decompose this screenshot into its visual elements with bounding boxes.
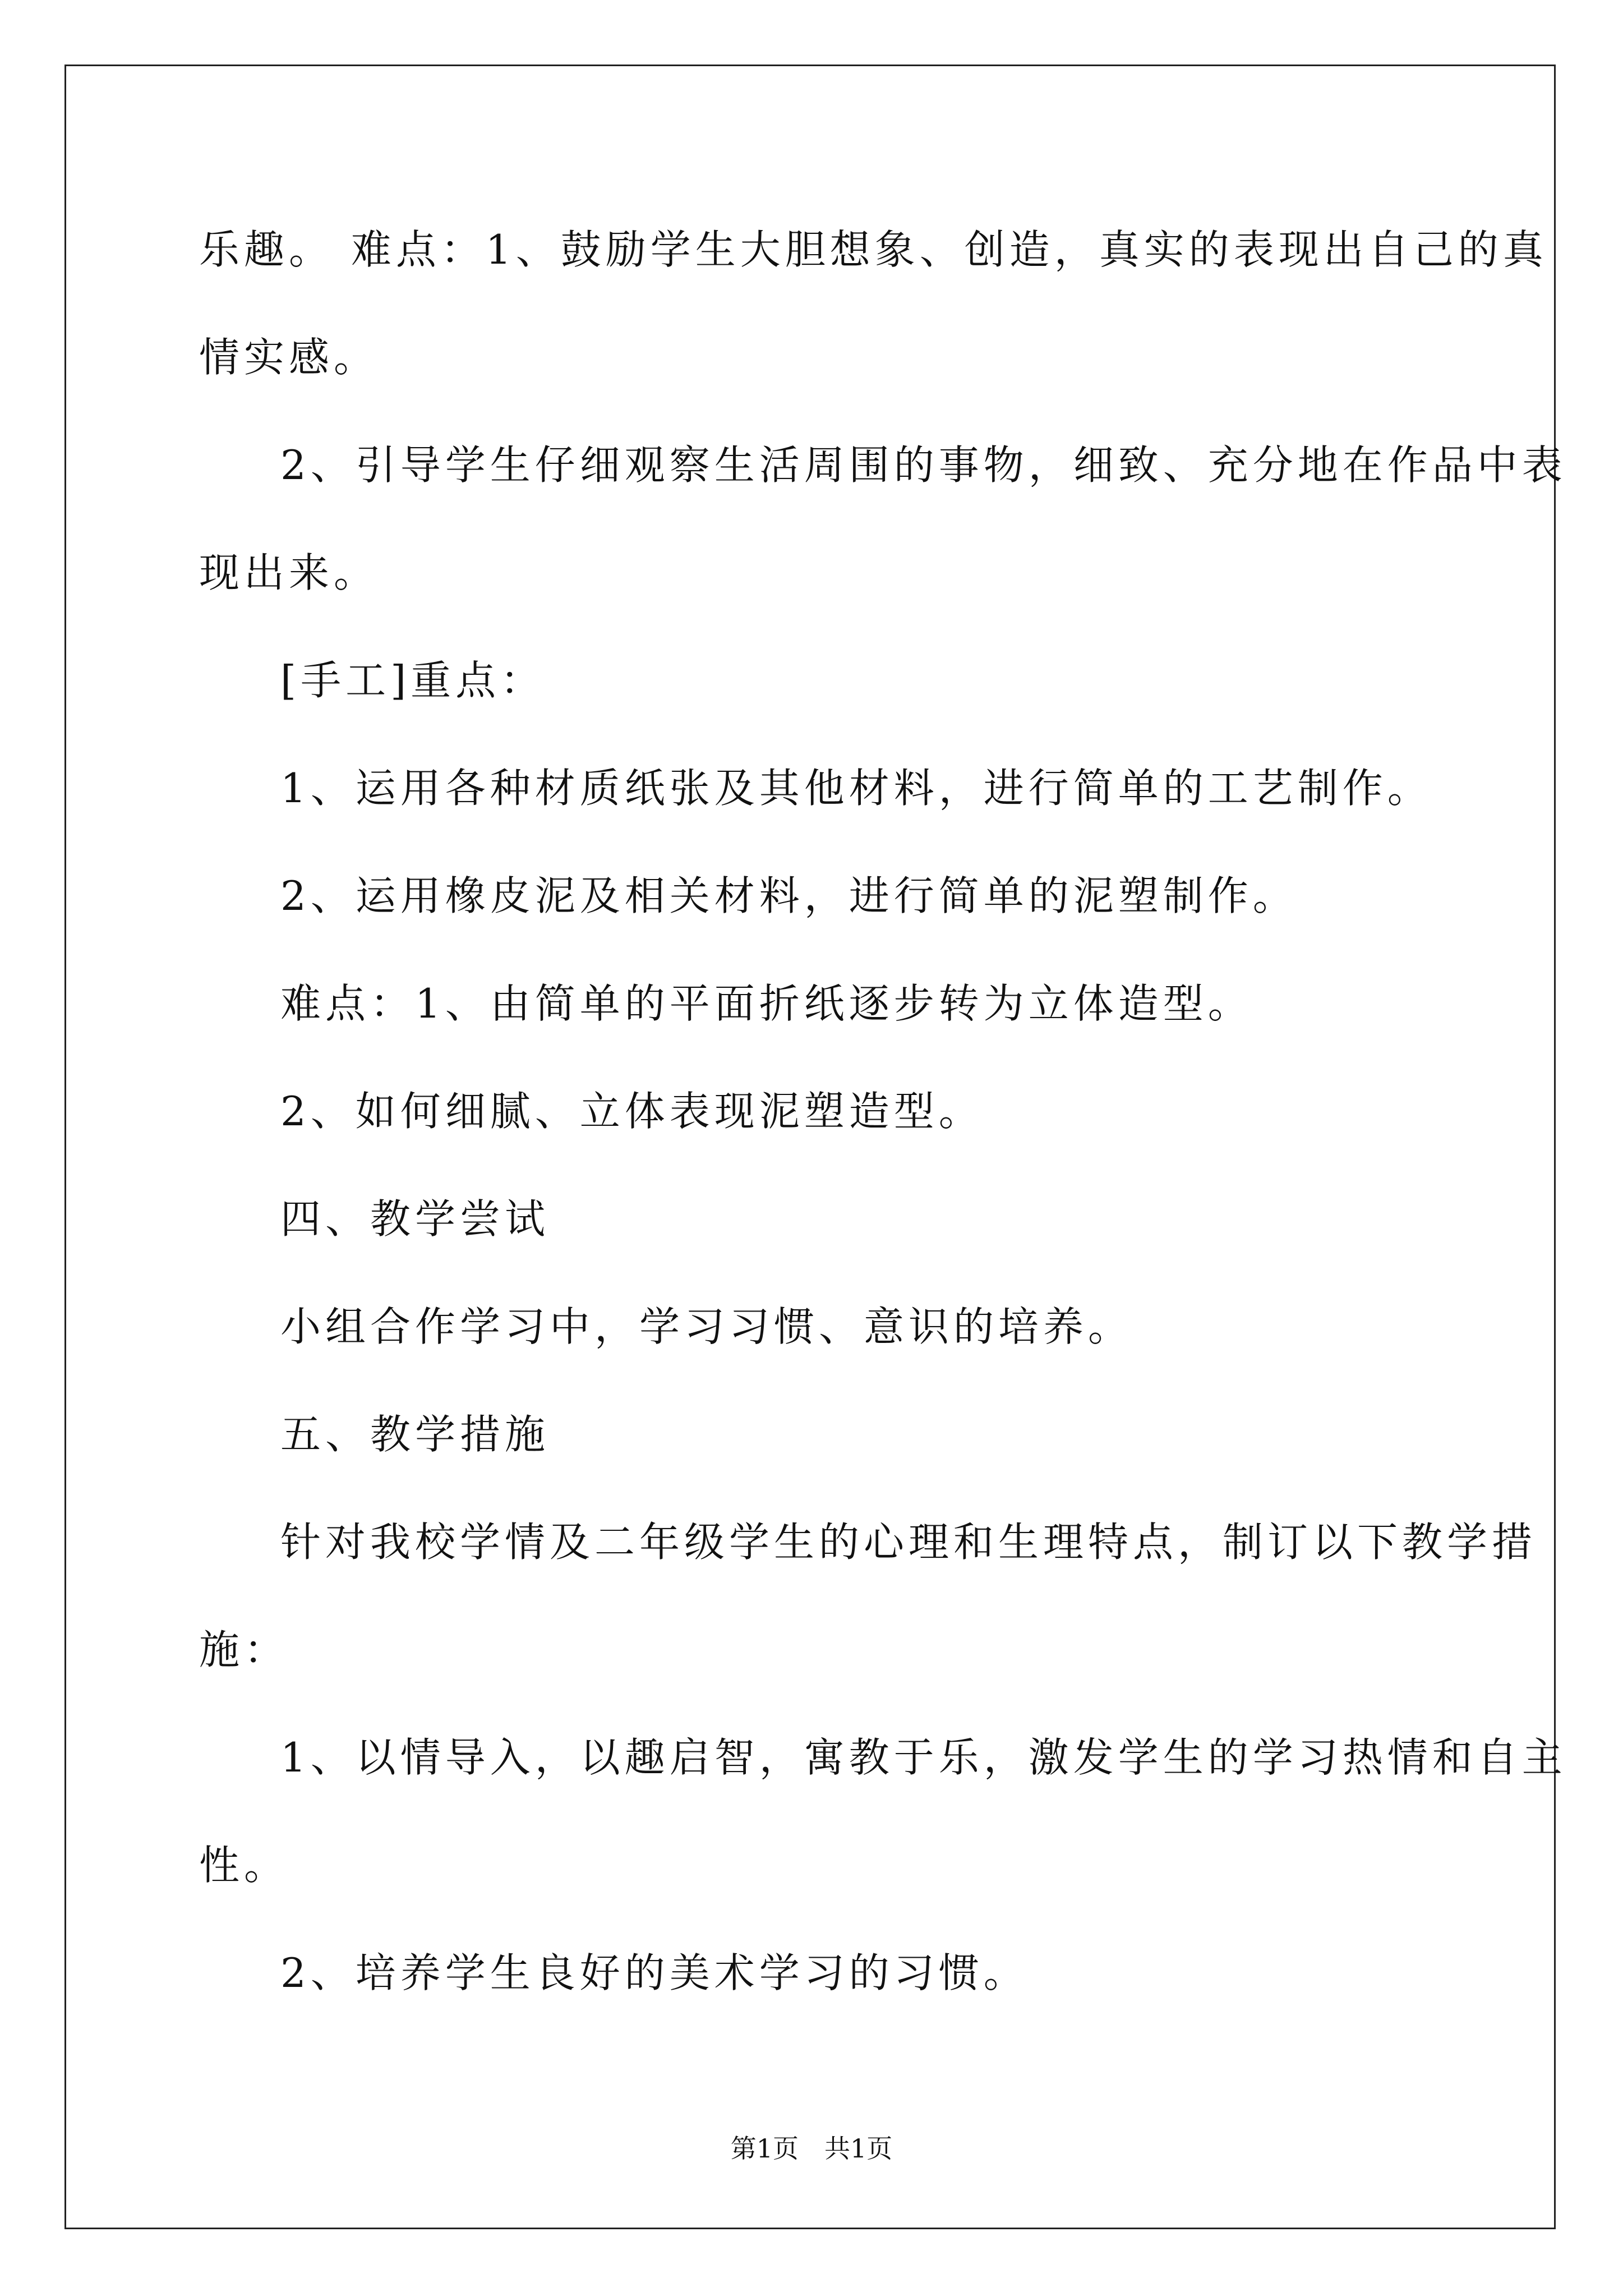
text-line: 性。 — [199, 1842, 289, 1889]
text-line: 小组合作学习中，学习习惯、意识的培养。 — [280, 1303, 1133, 1350]
section-heading: [手工]重点： — [280, 657, 546, 704]
page-footer: 第1页 共1页 — [730, 2133, 893, 2164]
text-line: 现出来。 — [199, 549, 379, 596]
text-line: 1、运用各种材质纸张及其他材料，进行简单的工艺制作。 — [280, 765, 1432, 812]
text-line: 1、以情导入，以趣启智，寓教于乐，激发学生的学习热情和自主 — [280, 1734, 1567, 1781]
text-line: 2、如何细腻、立体表现泥塑造型。 — [280, 1088, 984, 1135]
text-line: 乐趣。 难点：1、鼓励学生大胆想象、创造，真实的表现出自己的真 — [199, 226, 1548, 273]
text-line: 施： — [199, 1626, 289, 1673]
text-line: 2、培养学生良好的美术学习的习惯。 — [280, 1949, 1029, 1996]
text-line: 针对我校学情及二年级学生的心理和生理特点，制订以下教学措 — [280, 1519, 1537, 1566]
section-heading: 五、教学措施 — [280, 1411, 550, 1458]
section-heading: 四、教学尝试 — [280, 1195, 550, 1243]
text-line: 2、运用橡皮泥及相关材料，进行简单的泥塑制作。 — [280, 872, 1298, 919]
text-line: 2、引导学生仔细观察生活周围的事物，细致、充分地在作品中表 — [280, 441, 1567, 489]
page-border — [64, 65, 1556, 2229]
text-line: 难点：1、由简单的平面折纸逐步转为立体造型。 — [280, 980, 1253, 1027]
text-line: 情实感。 — [199, 334, 379, 381]
